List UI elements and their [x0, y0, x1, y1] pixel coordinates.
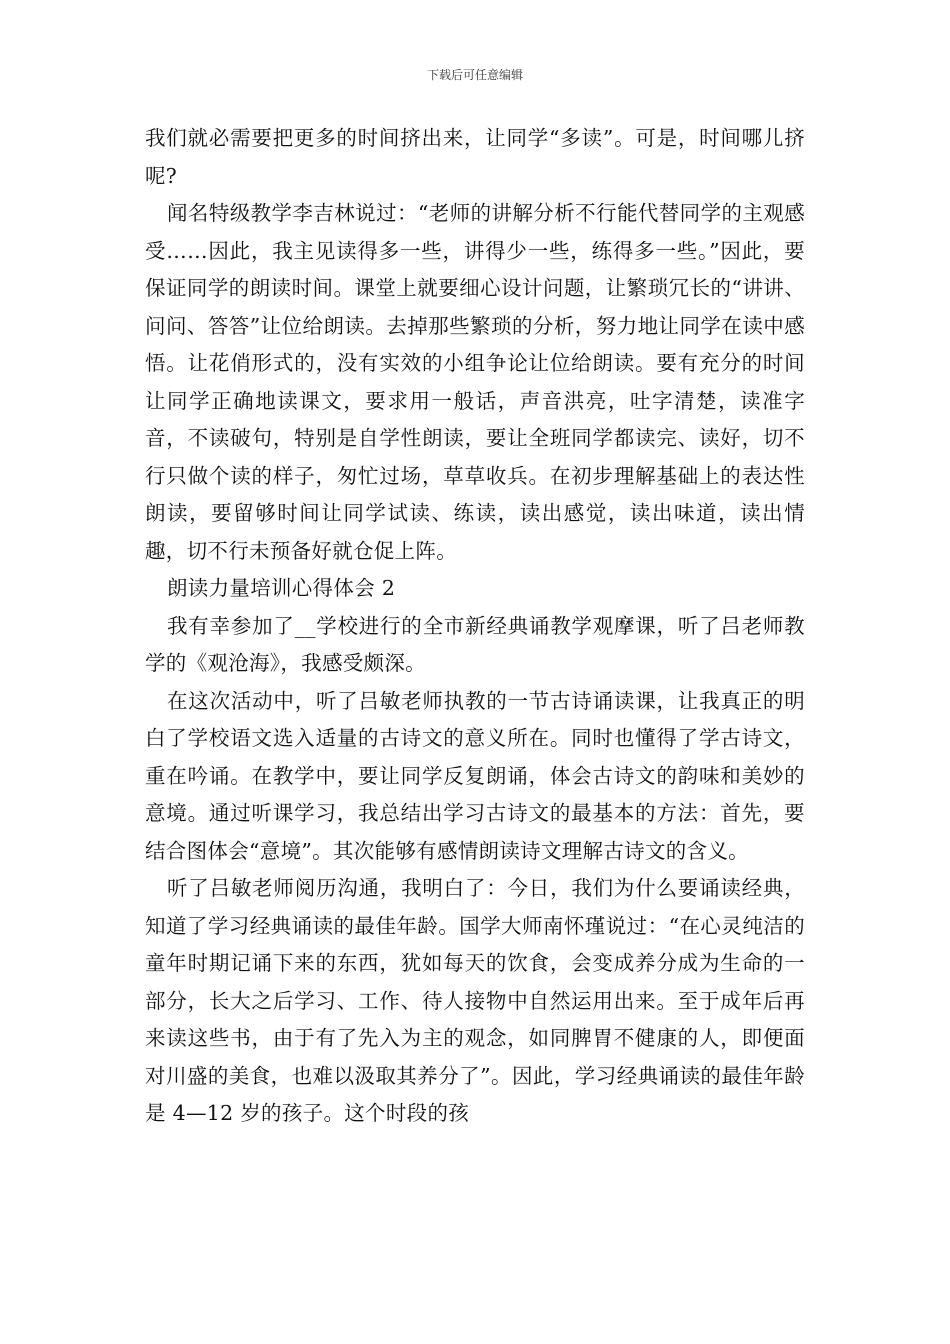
paragraph-continued: 我们就必需要把更多的时间挤出来，让同学“多读”。可是，时间哪儿挤呢?: [145, 126, 805, 188]
document-body: [145, 120, 805, 1133]
paragraph: 闻名特级教学李吉林说过：“老师的讲解分析不行能代替同学的主观感受……因此，我主见读得多一些，讲得少一些，练得多一些。”因此，要保证同学的朗读时间。课堂上就要细心设计问题，让繁琐冗长的“讲讲、问问、答答”让位给朗读。去掉那些繁琐的分析，努力地让同学在读中感悟。让花俏形式的，没有实效的小组争论让位给朗读。要有充分的时间让同学正确地读课文，要求用一般话，声音洪亮，吐字清楚，读准字音，不读破句，特别是自学性朗读，要让全班同学都读完、读好，切不行只做个读的样子，匆忙过场，草草收兵。在初步理解基础上的表达性朗读，要留够时间让同学试读、练读，读出感觉，读出味道，读出情趣，切不行未预备好就仓促上阵。: [145, 201, 805, 563]
paragraph: 我有幸参加了__学校进行的全市新经典诵教学观摩课，听了吕老师教学的《观沧海》，我感受颇深。: [145, 613, 805, 675]
section-heading: 朗读力量培训心得体会 2: [167, 576, 396, 600]
paragraph: 在这次活动中，听了吕敏老师执教的一节古诗诵读课，让我真正的明白了学校语文选入适量的古诗文的意义所在。同时也懂得了学古诗文，重在吟诵。在教学中，要让同学反复朗诵，体会古诗文的韵味和美妙的意境。通过听课学习，我总结出学习古诗文的最基本的方法：首先，要结合图体会“意境”。其次能够有感情朗读诗文理解古诗文的含义。: [145, 688, 805, 863]
page-header: 下载后可任意编辑: [426, 68, 523, 82]
paragraph: 听了吕敏老师阅历沟通，我明白了：今日，我们为什么要诵读经典，知道了学习经典诵读的最佳年龄。国学大师南怀瑾说过：“在心灵纯洁的童年时期记诵下来的东西，犹如每天的饮食，会变成养分成为生命的一部分，长大之后学习、工作、待人接物中自然运用出来。至于成年后再来读这些书，由于有了先入为主的观念，如同脾胃不健康的人，即便面对川盛的美食，也难以汲取其养分了”。因此，学习经典诵读的最佳年龄是 4—12 岁的孩子。这个时段的孩: [145, 876, 805, 1125]
